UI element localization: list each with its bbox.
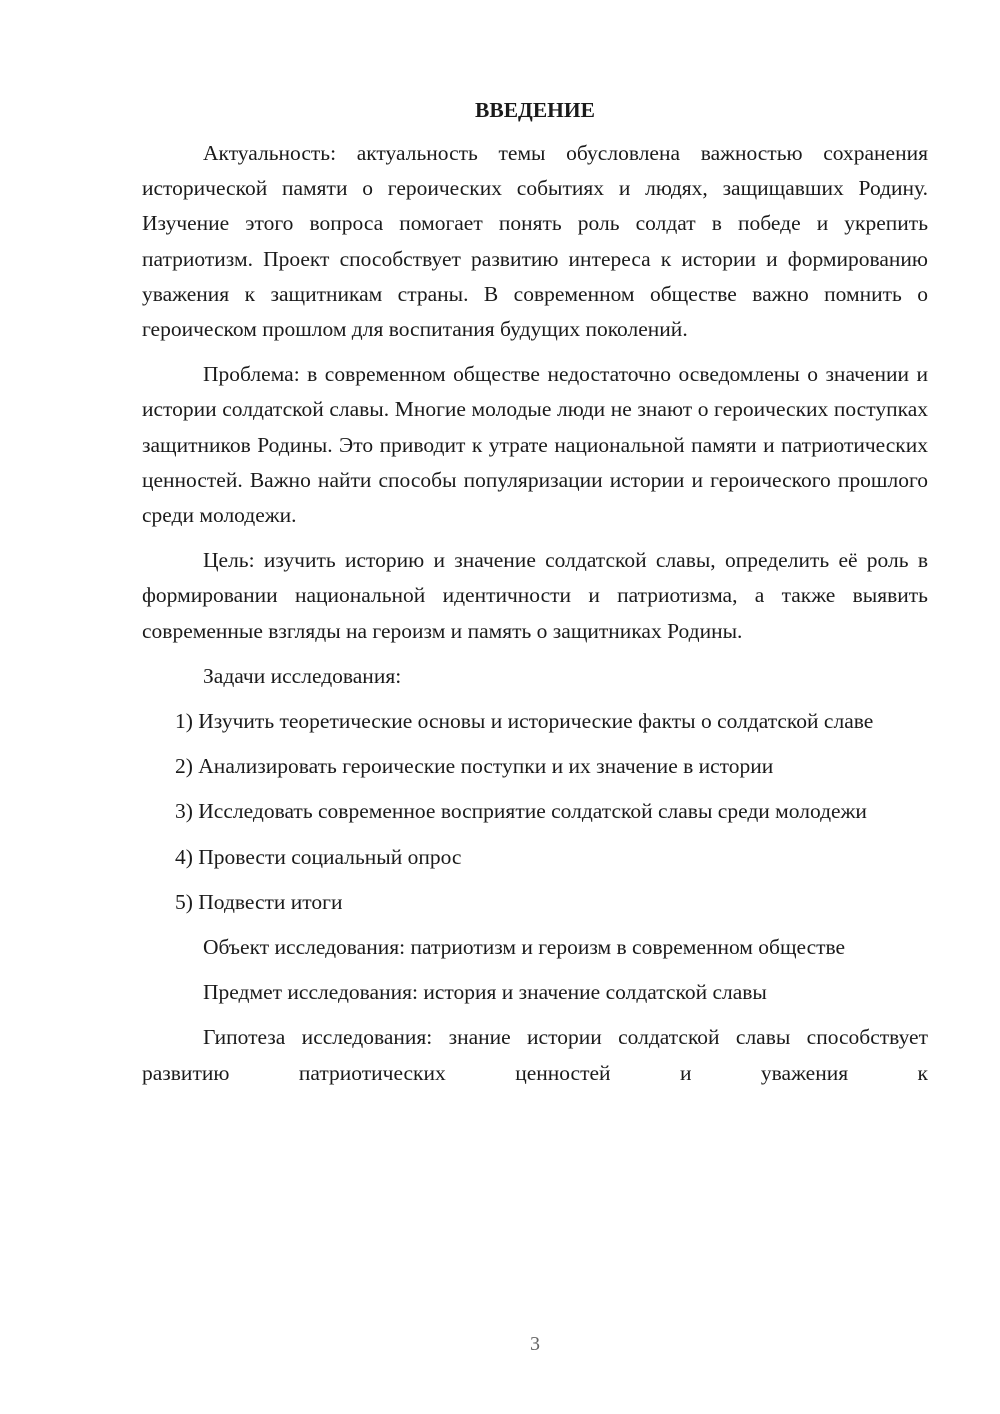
task-item-1: 1) Изучить теоретические основы и исторические факты о солдатской славе (175, 709, 874, 734)
task-item-5: 5) Подвести итоги (175, 889, 343, 914)
task-item-3: 3) Исследовать современное восприятие солдатской славы среди молодежи (175, 799, 867, 824)
object-paragraph: Объект исследования: патриотизм и героизм в современном обществе (203, 935, 846, 960)
document-page (142, 92, 928, 1091)
task-item-4: 4) Провести социальный опрос (175, 844, 462, 869)
relevance-paragraph: Актуальность: актуальность темы обусловлена важностью сохранения исторической памяти о героических событиях и людях, защищавших Родину. Изучение этого вопроса помогает понять роль солдат в победе и укрепить патриотизм. Проект способствует развитию интереса к истории и формированию уважения к защитникам страны. В современном обществе важно помнить о героическом прошлом для воспитания будущих поколений. (142, 141, 928, 342)
tasks-heading: Задачи исследования: (203, 663, 402, 688)
page-number: 3 (530, 1333, 540, 1355)
goal-paragraph: Цель: изучить историю и значение солдатской славы, определить её роль в формировании национальной идентичности и патриотизма, а также выявить современные взгляды на героизм и память о защитниках Родины. (142, 548, 928, 643)
problem-paragraph: Проблема: в современном обществе недостаточно осведомлены о значении и истории солдатской славы. Многие молодые люди не знают о героических поступках защитников Родины. Это приводит к утрате национальной памяти и патриотических ценностей. Важно найти способы популяризации истории и героического прошлого среди молодежи. (142, 362, 928, 528)
hypothesis-paragraph: Гипотеза исследования: знание истории солдатской славы способствует развитию патриотических ценностей и уважения к (142, 1025, 928, 1085)
section-title: ВВЕДЕНИЕ (475, 98, 595, 122)
task-item-2: 2) Анализировать героические поступки и их значение в истории (175, 754, 774, 779)
subject-paragraph: Предмет исследования: история и значение солдатской славы (203, 980, 767, 1005)
